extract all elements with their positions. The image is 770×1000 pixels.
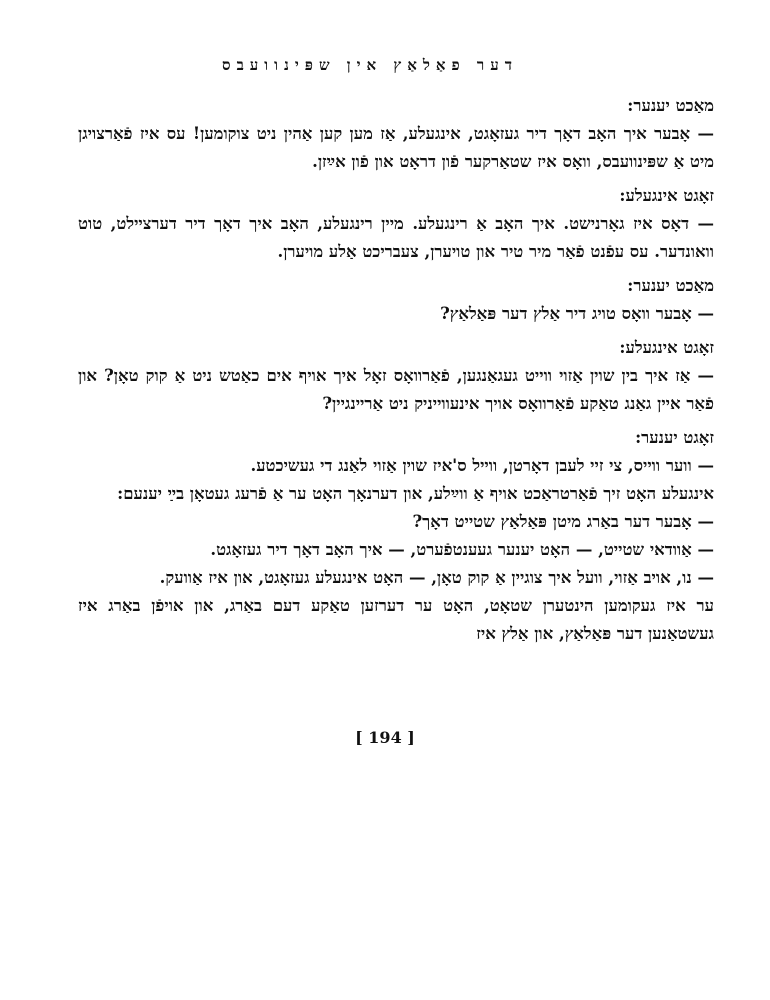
speaker-line: זאָגט אינגעלע: — [619, 186, 714, 205]
speaker-line: זאָגט יענער: — [635, 428, 714, 447]
speaker-line: מאַכט יענער: — [627, 276, 714, 295]
page-number: [ 194 ] — [355, 728, 415, 747]
narrative-paragraph: ער איז געקומען הינטערן שטאָט, האָט ער דערזען טאַקע דעם באַרג, און אויפֿן באַרג איז געשטאַנען דער פּאַלאַץ, און אַלץ איז — [78, 596, 714, 643]
dialogue-paragraph: — אָבער וואָס טויג דיר אַלץ דער פּאַלאַץ? — [440, 304, 714, 323]
body-text — [78, 92, 714, 648]
dialogue-paragraph: — אָבער דער באַרג מיטן פּאַלאַץ שטייט דאָך? — [412, 512, 714, 531]
dialogue-paragraph: — דאָס איז גאָרנישט. איך האָב אַ רינגעלע. מיין רינגעלע, האָב איך דאָך דיר דערציילט, טוט וואונדער. עס עפֿנט פֿאַר מיר טיר און טויערן, צעבריכט אַלע מויערן. — [78, 214, 714, 261]
speaker-line: זאָגט אינגעלע: — [619, 338, 714, 357]
speaker-line: מאַכט יענער: — [627, 96, 714, 115]
dialogue-paragraph: — נו, אויב אַזוי, וועל איך צוגיין אַ קוק טאָן, — האָט אינגעלע געזאָגט, און איז אַוועק. — [159, 568, 714, 587]
dialogue-paragraph: — אַז איך בין שוין אַזוי ווייט געגאַנגען, פֿאַרוואָס זאָל איך אויף אים כאַטש ניט אַ קוק טאָן? און פֿאַר איין גאַנג טאַקע פֿאַרוואָס אויך אינעווייניק ניט אַריינגיין? — [78, 366, 714, 413]
dialogue-paragraph: — אַוודאי שטייט, — האָט יענער געענטפֿערט, — איך האָב דאָך דיר געזאָגט. — [210, 540, 714, 559]
narrative-paragraph: אינגעלע האָט זיך פֿאַרטראַכט אויף אַ ווײַלע, און דערנאָך האָט ער אַ פֿרעג געטאָן בײַ יענעם: — [117, 484, 714, 503]
running-head: דער פאַלאַץ אין שפּינוועבס — [222, 56, 518, 74]
dialogue-paragraph: — ווער ווייס, צי זיי לעבן דאָרטן, ווייל ס'איז שוין אַזוי לאַנג די געשיכטע. — [250, 456, 714, 475]
dialogue-paragraph: — אָבער איך האָב דאָך דיר געזאָגט, אינגעלע, אַז מען קען אַהין ניט צוקומען! עס איז פֿאַרצויגן מיט אַ שפּינוועבס, וואָס איז שטאַרקער פֿון דראָט און פֿון אײַזן. — [78, 124, 714, 171]
